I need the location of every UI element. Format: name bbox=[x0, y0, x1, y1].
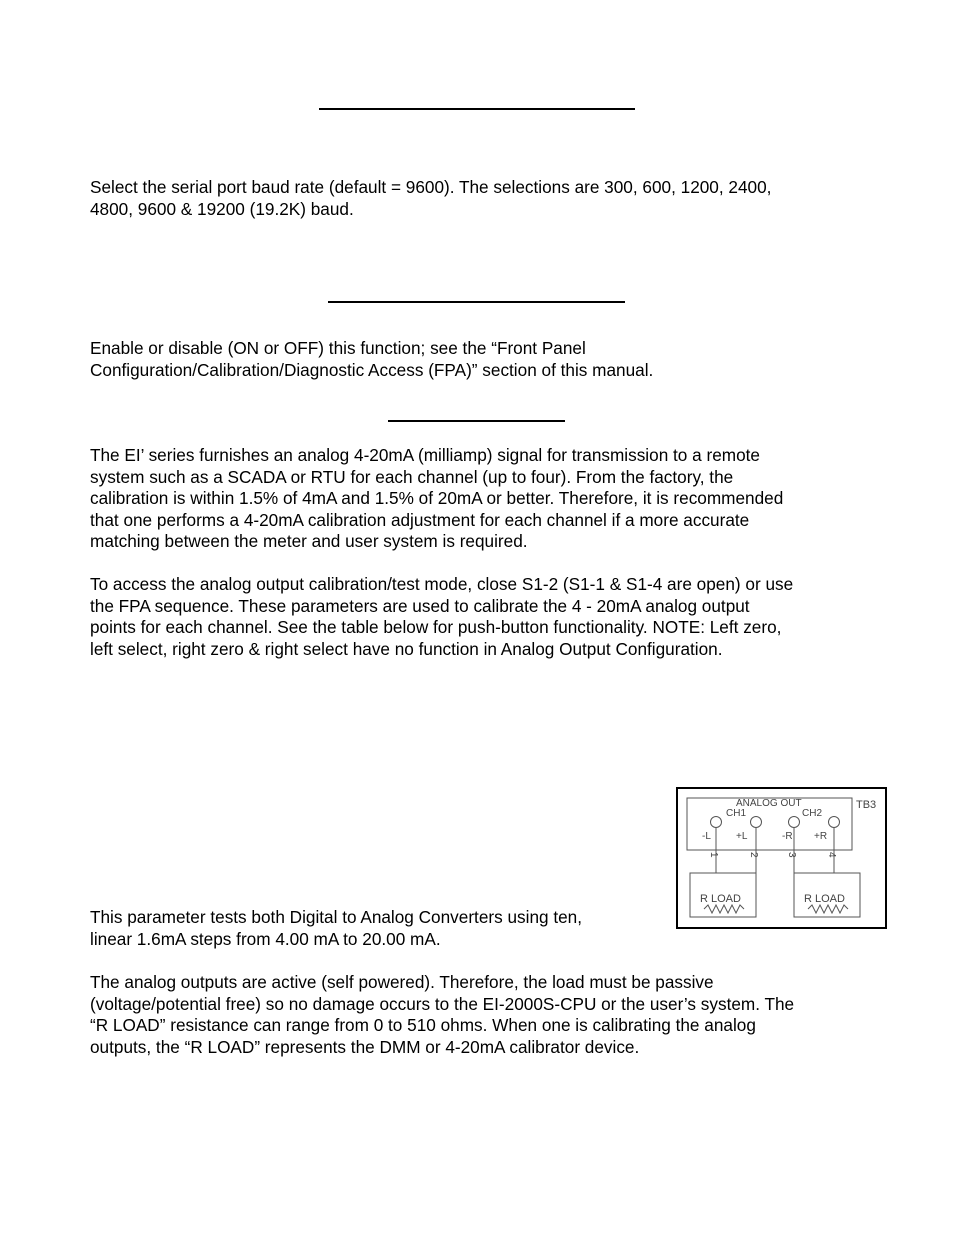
fpa-paragraph bbox=[90, 338, 653, 381]
pin-number: 1 bbox=[708, 852, 719, 858]
calibration-access-paragraph bbox=[90, 574, 793, 660]
analog-intro-paragraph bbox=[90, 445, 783, 553]
text-line: (voltage/potential free) so no damage occurs to the EI-2000S-CPU or the user’s system. The bbox=[90, 993, 795, 1014]
section-3-heading-rule bbox=[388, 420, 565, 422]
text-line: To access the analog output calibration/test mode, close S1-2 (S1-1 & S1-4 are open) or use bbox=[90, 574, 794, 594]
text-line: matching between the meter and user system is required. bbox=[90, 531, 528, 552]
pin-number: 2 bbox=[748, 852, 759, 858]
resistor-symbol bbox=[704, 905, 744, 913]
text-line: Enable or disable (ON or OFF) this function; see the “Front Panel bbox=[90, 338, 586, 358]
load-label: R LOAD bbox=[700, 893, 741, 905]
text-line: left select, right zero & right select have no function in Analog Output Configuration. bbox=[90, 638, 723, 659]
pin-number: 4 bbox=[826, 852, 837, 858]
channel-label: CH1 bbox=[726, 808, 747, 819]
text-line: the FPA sequence. These parameters are used to calibrate the 4 - 20mA analog output bbox=[90, 595, 750, 616]
terminal-circle bbox=[829, 817, 840, 828]
terminal-label: +R bbox=[814, 831, 828, 842]
analog-out-wiring-diagram bbox=[676, 787, 887, 929]
block-label: TB3 bbox=[856, 799, 877, 811]
load-paragraph bbox=[90, 972, 794, 1058]
text-line: Configuration/Calibration/Diagnostic Access (FPA)” section of this manual. bbox=[90, 359, 654, 380]
text-line: 4800, 9600 & 19200 (19.2K) baud. bbox=[90, 198, 354, 219]
terminal-label: +L bbox=[736, 831, 748, 842]
terminal-circle bbox=[751, 817, 762, 828]
section-2-heading-rule bbox=[328, 301, 625, 303]
text-line: points for each channel. See the table below for push-button functionality. NOTE: Left zero, bbox=[90, 617, 782, 638]
dac-test-paragraph bbox=[90, 907, 582, 950]
text-line: calibration is within 1.5% of 4mA and 1.5% of 20mA or better. Therefore, it is recommended bbox=[90, 488, 784, 509]
terminal-label: -L bbox=[702, 831, 711, 842]
text-line: outputs, the “R LOAD” represents the DMM or 4-20mA calibrator device. bbox=[90, 1036, 640, 1057]
terminal-circle bbox=[711, 817, 722, 828]
text-line: linear 1.6mA steps from 4.00 mA to 20.00 mA. bbox=[90, 928, 441, 949]
resistor-symbol bbox=[808, 905, 848, 913]
text-line: “R LOAD” resistance can range from 0 to 510 ohms. When one is calibrating the analog bbox=[90, 1015, 756, 1036]
text-line: Select the serial port baud rate (default = 9600). The selections are 300, 600, 1200, 2400, bbox=[90, 177, 772, 197]
group-label: ANALOG OUT bbox=[736, 798, 802, 809]
text-line: The EI’ series furnishes an analog 4-20mA (milliamp) signal for transmission to a remote bbox=[90, 445, 760, 465]
text-line: This parameter tests both Digital to Analog Converters using ten, bbox=[90, 907, 583, 927]
load-label: R LOAD bbox=[804, 893, 845, 905]
text-line: that one performs a 4-20mA calibration adjustment for each channel if a more accurate bbox=[90, 509, 750, 530]
channel-label: CH2 bbox=[802, 808, 823, 819]
baud-rate-paragraph bbox=[90, 177, 771, 220]
terminal-label: -R bbox=[782, 831, 793, 842]
pin-number: 3 bbox=[786, 852, 797, 858]
section-1-heading-rule bbox=[319, 108, 635, 110]
terminal-circle bbox=[789, 817, 800, 828]
wiring-diagram-svg bbox=[678, 789, 885, 927]
text-line: The analog outputs are active (self powered). Therefore, the load must be passive bbox=[90, 972, 714, 992]
text-line: system such as a SCADA or RTU for each channel (up to four). From the factory, the bbox=[90, 466, 734, 487]
